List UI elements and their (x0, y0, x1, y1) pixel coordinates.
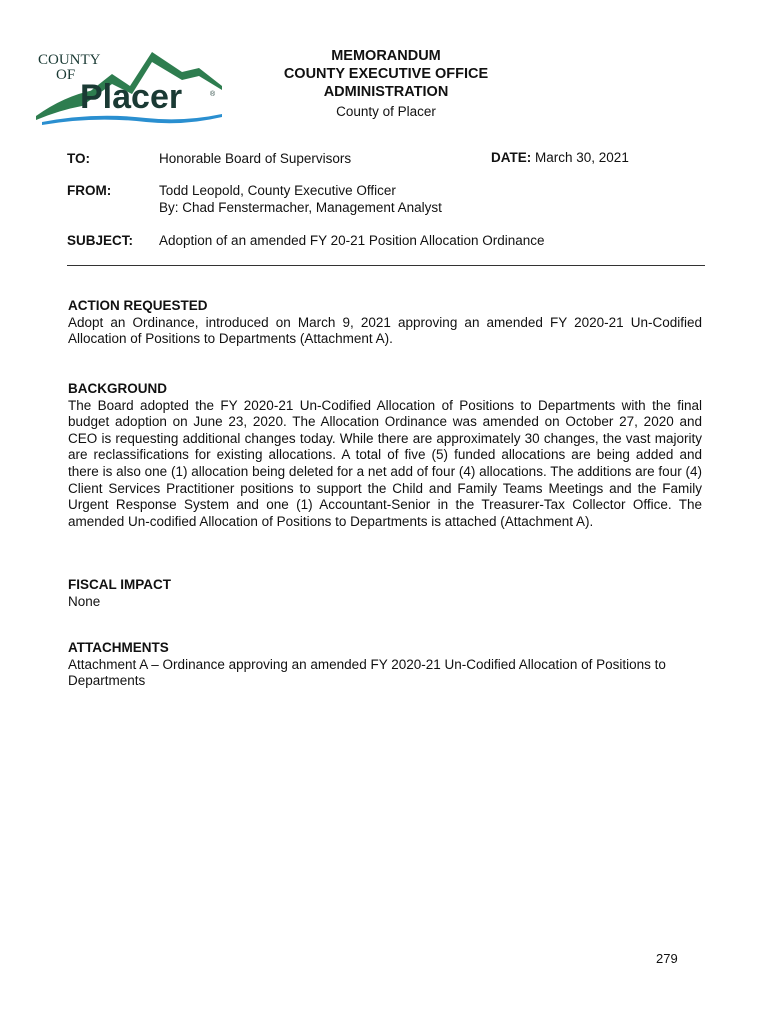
section-fiscal-impact (68, 577, 702, 610)
office-division: ADMINISTRATION (323, 84, 449, 100)
section-action-requested (68, 298, 702, 348)
section-body: The Board adopted the FY 2020-21 Un-Codified Allocation of Positions to Departments with the final budget adoption on June 23, 2020. The Allocation Ordinance was amended on October 27, 2020 and CEO is requesting additional changes today. While there are approximately 30 changes, the vast majority are reclassifications for existing allocations. A total of five (5) funded allocations are being added and there is also one (1) allocation being deleted for a net add of four (4) allocations. The additions are four (4) Client Services Practitioner positions to support the Child and Family Teams Meetings and the Family Urgent Response System and one (1) Accountant-Senior in the Treasurer-Tax Collector Office. The amended Un-codified Allocation of Positions to Departments is attached (Attachment A). (68, 397, 702, 529)
memo-header (240, 47, 532, 121)
logo-county-text: COUNTY (38, 52, 101, 68)
memo-date (491, 150, 629, 165)
section-body: Adopt an Ordinance, introduced on March 9, 2021 approving an amended FY 2020-21 Un-Codified Allocation of Positions to Departments (Attachment A). (68, 314, 702, 347)
to-value: Honorable Board of Supervisors (159, 151, 352, 166)
section-background (68, 381, 702, 530)
subject-label: SUBJECT: (67, 233, 134, 248)
section-title: ACTION REQUESTED (68, 298, 208, 313)
section-body: None (68, 593, 101, 609)
from-label: FROM: (67, 183, 112, 198)
logo-registered-mark: ® (210, 91, 216, 98)
from-line-1: Todd Leopold, County Executive Officer (159, 183, 396, 198)
page-number: 279 (656, 951, 678, 966)
logo-placer-text: Placer (80, 78, 183, 116)
section-attachments (68, 640, 702, 690)
office-name: COUNTY EXECUTIVE OFFICE (283, 66, 489, 82)
section-title: FISCAL IMPACT (68, 577, 171, 592)
date-label: DATE: (491, 150, 532, 165)
logo-of-text: OF (56, 67, 76, 83)
date-value: March 30, 2021 (535, 150, 629, 165)
from-line-2: By: Chad Fenstermacher, Management Analyst (159, 200, 442, 215)
county-of-placer-logo (34, 46, 226, 128)
section-title: BACKGROUND (68, 381, 167, 396)
county-name: County of Placer (336, 104, 436, 119)
header-divider (67, 265, 705, 266)
section-body: Attachment A – Ordinance approving an amended FY 2020-21 Un-Codified Allocation of Positions to Departments (68, 656, 666, 689)
placer-mountain-logo-icon (34, 46, 226, 128)
memo-title: MEMORANDUM (331, 48, 441, 64)
subject-value: Adoption of an amended FY 20-21 Position Allocation Ordinance (159, 233, 545, 248)
section-title: ATTACHMENTS (68, 640, 169, 655)
to-label: TO: (67, 151, 90, 166)
